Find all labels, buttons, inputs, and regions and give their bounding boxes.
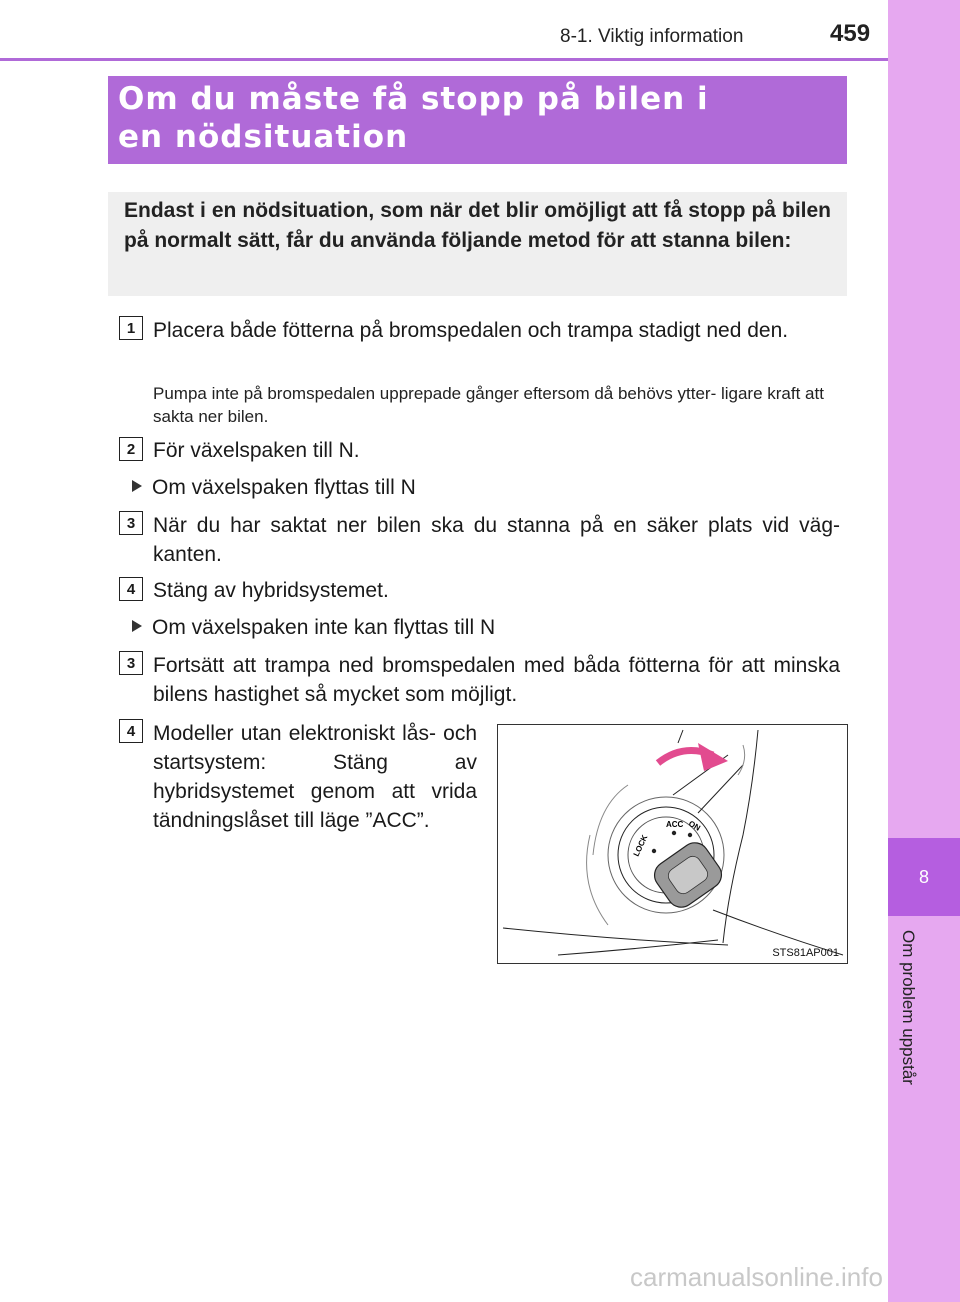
watermark: carmanualsonline.info <box>630 1262 883 1292</box>
page-title: Om du måste få stopp på bilen i en nödsituation <box>118 81 709 155</box>
lock-position-label: LOCK <box>631 833 650 858</box>
step-number-badge: 3 <box>119 651 143 675</box>
condition-heading <box>132 613 495 642</box>
triangle-bullet-icon <box>132 620 142 632</box>
condition-text: Om växelspaken inte kan flyttas till N <box>152 616 496 639</box>
ignition-key-drawing <box>498 725 847 963</box>
chapter-number: 8 <box>888 838 960 916</box>
chapter-title: Om problem uppstår <box>899 930 918 1085</box>
acc-position-label: ACC <box>666 820 684 829</box>
step-text: Modeller utan elektroniskt lås- och startsystem: Stäng av hybridsystemet genom att vrida tändningslåset till läge ”ACC”. <box>153 722 477 832</box>
condition-heading <box>132 473 416 502</box>
step-text: Placera både fötterna på bromspedalen och trampa stadigt ned den. <box>153 319 789 342</box>
condition-text: Om växelspaken flyttas till N <box>152 476 416 499</box>
step-text: Fortsätt att trampa ned bromspedalen med båda fötterna för att minska bilens hastighet så mycket som möjligt. <box>153 654 840 706</box>
step-text: Stäng av hybridsystemet. <box>153 579 389 602</box>
header-divider <box>0 58 888 61</box>
step-number-badge: 4 <box>119 719 143 743</box>
step-number-badge: 2 <box>119 437 143 461</box>
on-position-label: ON <box>687 818 702 833</box>
page-number: 459 <box>830 20 871 47</box>
section-title: 8-1. Viktig information <box>560 26 744 47</box>
step-number-badge: 1 <box>119 316 143 340</box>
figure-code: STS81AP001 <box>772 947 839 959</box>
ignition-switch-illustration <box>497 724 848 964</box>
step-text: För växelspaken till N. <box>153 439 360 462</box>
step-number-badge: 3 <box>119 511 143 535</box>
step-note: Pumpa inte på bromspedalen upprepade gånger eftersom då behövs ytter- ligare kraft att sakta ner bilen. <box>153 384 824 426</box>
triangle-bullet-icon <box>132 480 142 492</box>
intro-text: Endast i en nödsituation, som när det blir omöjligt att få stopp på bilen på normalt sätt, får du använda följande metod för att stanna bilen: <box>124 199 831 252</box>
step-text: När du har saktat ner bilen ska du stanna på en säker plats vid väg- kanten. <box>153 514 840 566</box>
step-number-badge: 4 <box>119 577 143 601</box>
